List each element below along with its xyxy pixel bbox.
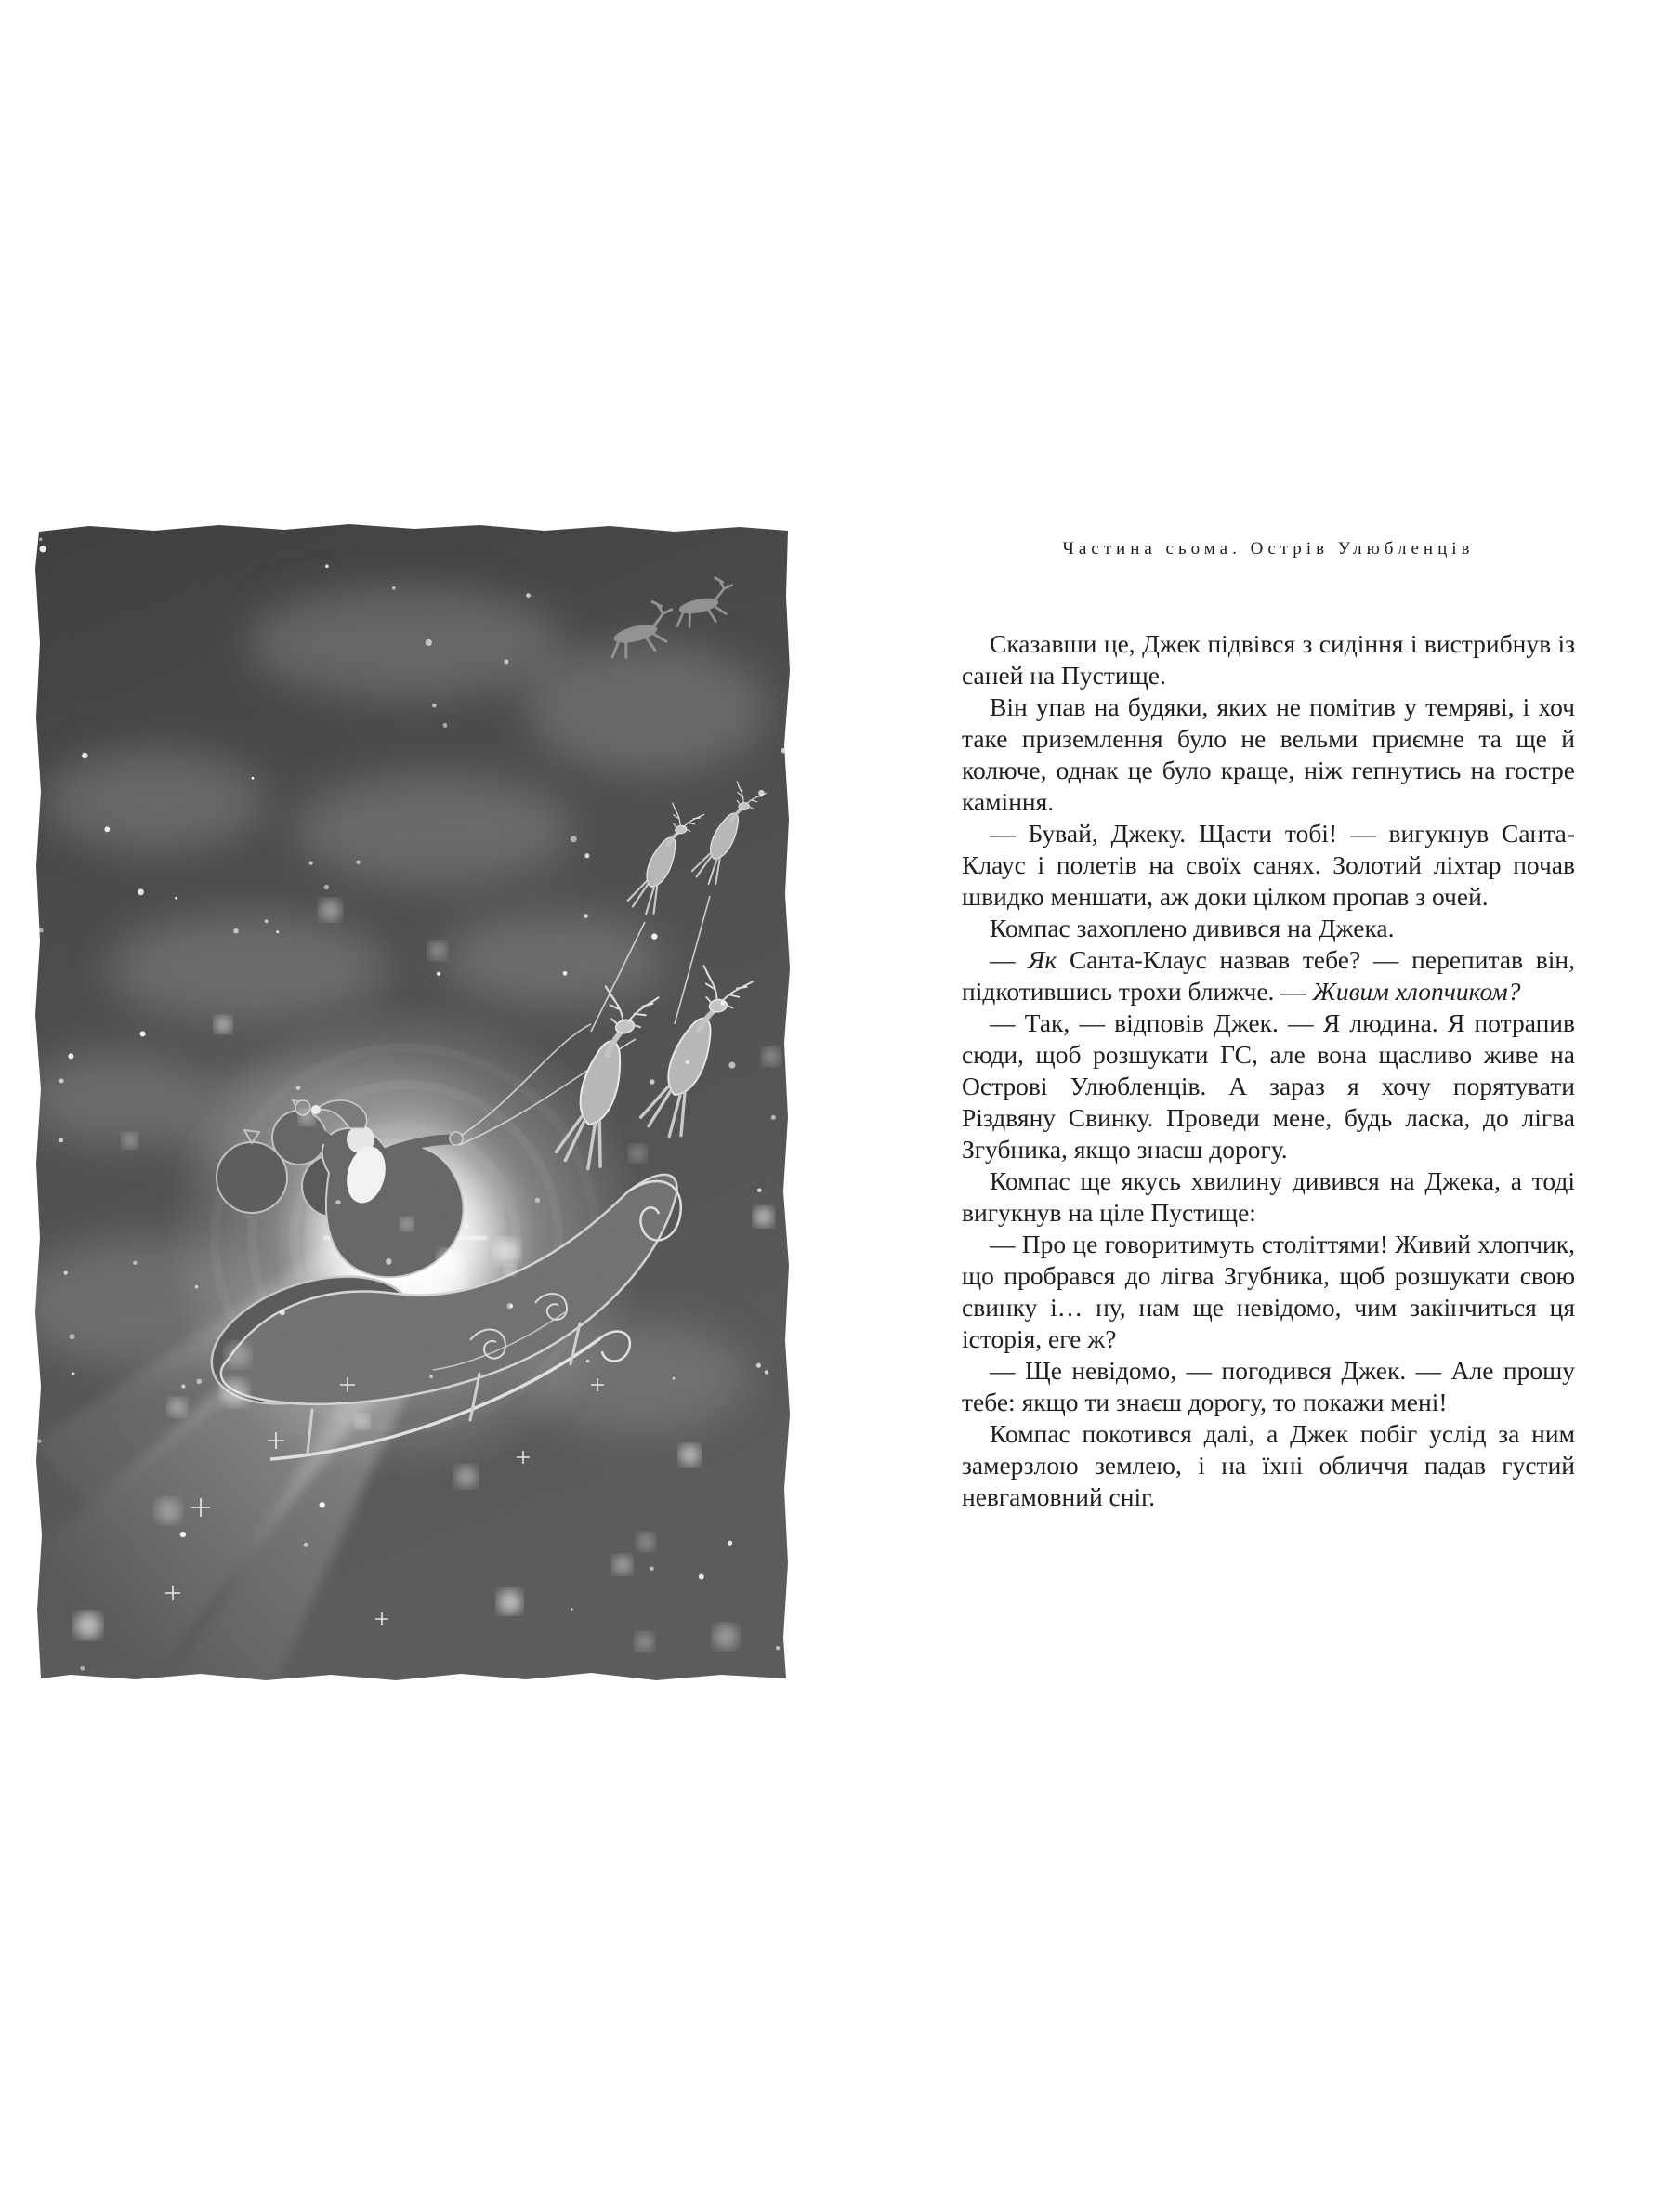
body-text <box>962 628 1575 1513</box>
paragraph: Сказавши це, Джек підвівся з сидіння і вистрибнув із саней на Пустище. <box>962 629 1575 690</box>
paragraph: — Як Санта-Клаус назвав тебе? — перепитав він, підкотившись трохи ближче. — Живим хлопчиком? <box>962 945 1576 1006</box>
running-head: Частина сьома. Острів Улюбленців <box>1062 539 1475 559</box>
paragraph: — Ще невідомо, — погодився Джек. — Але прошу тебе: якщо ти знаєш дорогу, то покажи мені! <box>962 1356 1575 1416</box>
paragraph: Компас ще якусь хвилину дивився на Джека, а тоді вигукнув на ціле Пустище: <box>962 1166 1575 1227</box>
paragraph: Компас покотився далі, а Джек побіг услід за ним замерзлою землею, і на їхні обличчя падав густий невгамовний сніг. <box>962 1419 1575 1511</box>
illustration-svg <box>33 522 792 1684</box>
paragraph: Компас захоплено дивився на Джека. <box>990 914 1395 942</box>
illustration <box>33 522 792 1684</box>
paragraph: — Так, — відповів Джек. — Я людина. Я потрапив сюди, щоб розшукати ГС, але вона щасливо живе на Острові Улюбленців. А зараз я хочу порятувати Різдвяну Свинку. Проведи мене, будь ласка, до лігва Згубника, якщо знаєш дорогу. <box>962 1008 1575 1164</box>
paragraph: Він упав на будяки, яких не помітив у темряві, і хоч таке приземлення було не вельми приємне та ще й колюче, однак це було краще, ніж гепнутись на гостре каміння. <box>962 692 1575 816</box>
paragraph: — Про це говоритимуть століттями! Живий хлопчик, що пробрався до лігва Згубника, щоб розшукати свою свинку і… ну, нам ще невідомо, чим закінчиться ця історія, еге ж? <box>962 1230 1575 1353</box>
paragraph: — Бувай, Джеку. Щасти тобі! — вигукнув Санта-Клаус і полетів на своїх санях. Золотий ліхтар почав швидко меншати, аж доки цілком пропав з очей. <box>962 819 1575 911</box>
